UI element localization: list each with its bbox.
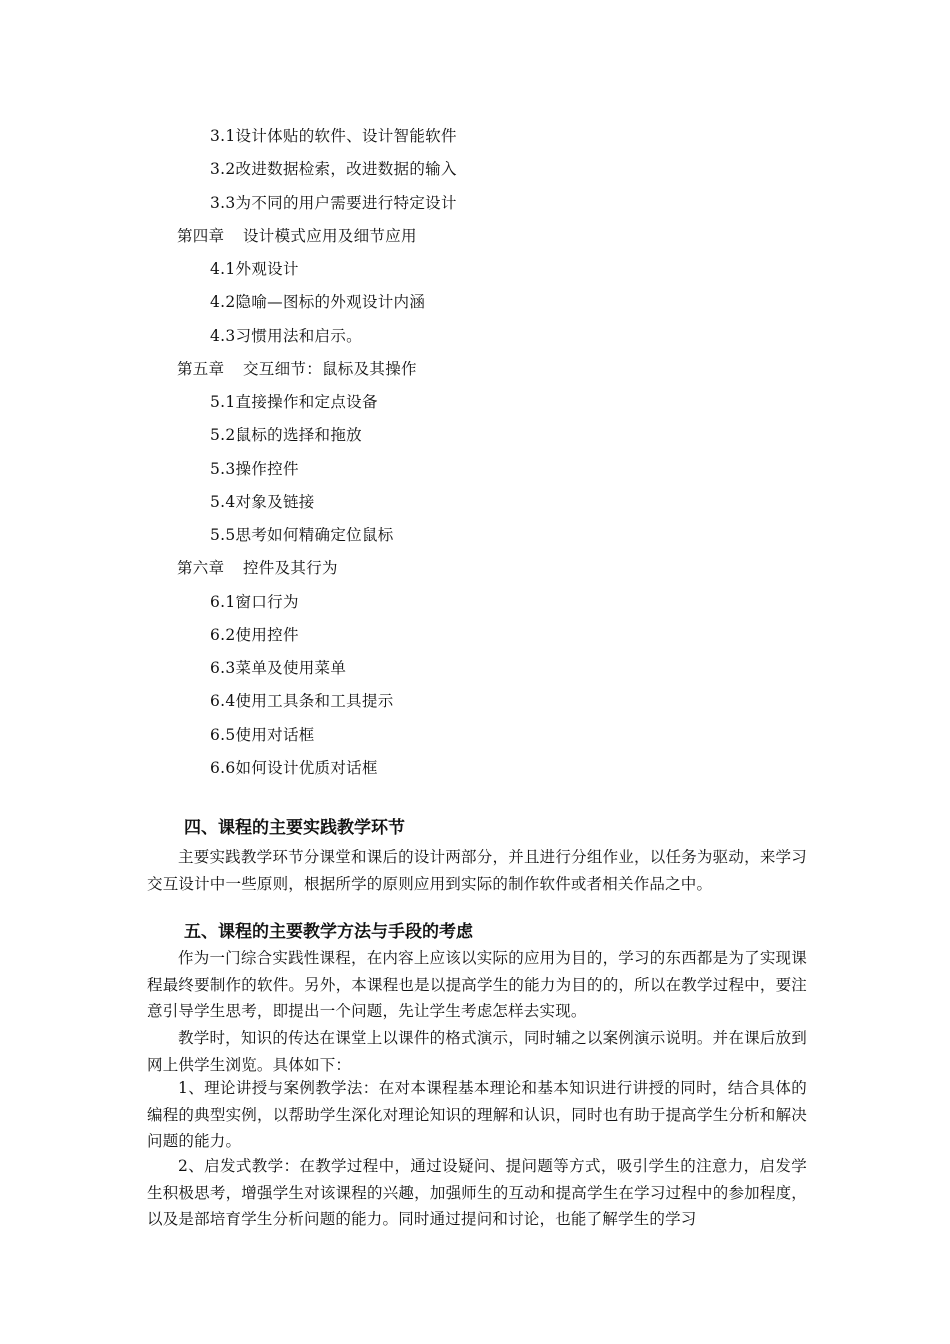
toc-item-6-3: 6.3菜单及使用菜单 xyxy=(210,659,347,677)
toc-item-5-4: 5.4对象及链接 xyxy=(210,493,315,511)
paragraph-methods-1: 作为一门综合实践性课程，在内容上应该以实际的应用为目的，学习的东西都是为了实现课程最终要制作的软件。另外，本课程也是以提高学生的能力为目的的，所以在教学过程中，要注意引导学生思考，即提出一个问题，先让学生考虑怎样去实现。 xyxy=(147,949,807,1020)
chapter-number: 第四章 xyxy=(177,227,225,245)
toc-item-6-4: 6.4使用工具条和工具提示 xyxy=(210,692,394,710)
toc-item-3-3: 3.3为不同的用户需要进行特定设计 xyxy=(210,194,457,212)
section-heading-methods: 五、课程的主要教学方法与手段的考虑 xyxy=(184,922,473,942)
toc-item-6-6: 6.6如何设计优质对话框 xyxy=(210,759,378,777)
chapter-title: 设计模式应用及细节应用 xyxy=(243,227,417,245)
chapter-number: 第六章 xyxy=(177,559,225,577)
toc-chapter-5 xyxy=(177,359,417,379)
toc-chapter-4 xyxy=(177,226,417,246)
toc-chapter-6 xyxy=(177,558,338,578)
section-heading-practice: 四、课程的主要实践教学环节 xyxy=(184,818,405,838)
paragraph-methods-4: 2、启发式教学：在教学过程中，通过设疑问、提问题等方式，吸引学生的注意力，启发学生积极思考，增强学生对该课程的兴趣，加强师生的互动和提高学生在学习过程中的参加程度，以及是部培育学生分析问题的能力。同时通过提问和讨论，也能了解学生的学习 xyxy=(147,1157,807,1228)
paragraph-methods-3: 1、理论讲授与案例教学法：在对本课程基本理论和基本知识进行讲授的同时，结合具体的编程的典型实例，以帮助学生深化对理论知识的理解和认识，同时也有助于提高学生分析和解决问题的能力。 xyxy=(147,1079,807,1150)
toc-item-4-1: 4.1外观设计 xyxy=(210,260,299,278)
toc-item-5-3: 5.3操作控件 xyxy=(210,460,299,478)
toc-item-4-3: 4.3习惯用法和启示。 xyxy=(210,327,362,345)
chapter-number: 第五章 xyxy=(177,360,225,378)
toc-item-5-5: 5.5思考如何精确定位鼠标 xyxy=(210,526,394,544)
chapter-title: 交互细节：鼠标及其操作 xyxy=(243,360,417,378)
chapter-title: 控件及其行为 xyxy=(243,559,338,577)
toc-item-6-1: 6.1窗口行为 xyxy=(210,593,299,611)
toc-item-5-2: 5.2鼠标的选择和拖放 xyxy=(210,426,362,444)
paragraph-methods-2: 教学时，知识的传达在课堂上以课件的格式演示，同时辅之以案例演示说明。并在课后放到网上供学生浏览。具体如下： xyxy=(147,1029,807,1074)
toc-item-3-1: 3.1设计体贴的软件、设计智能软件 xyxy=(210,127,457,145)
paragraph-practice: 主要实践教学环节分课堂和课后的设计两部分，并且进行分组作业，以任务为驱动，来学习交互设计中一些原则，根据所学的原则应用到实际的制作软件或者相关作品之中。 xyxy=(147,848,807,893)
toc-item-6-5: 6.5使用对话框 xyxy=(210,726,315,744)
toc-item-5-1: 5.1直接操作和定点设备 xyxy=(210,393,378,411)
toc-item-3-2: 3.2改进数据检索，改进数据的输入 xyxy=(210,160,457,178)
toc-item-6-2: 6.2使用控件 xyxy=(210,626,299,644)
toc-item-4-2: 4.2隐喻—图标的外观设计内涵 xyxy=(210,293,426,311)
